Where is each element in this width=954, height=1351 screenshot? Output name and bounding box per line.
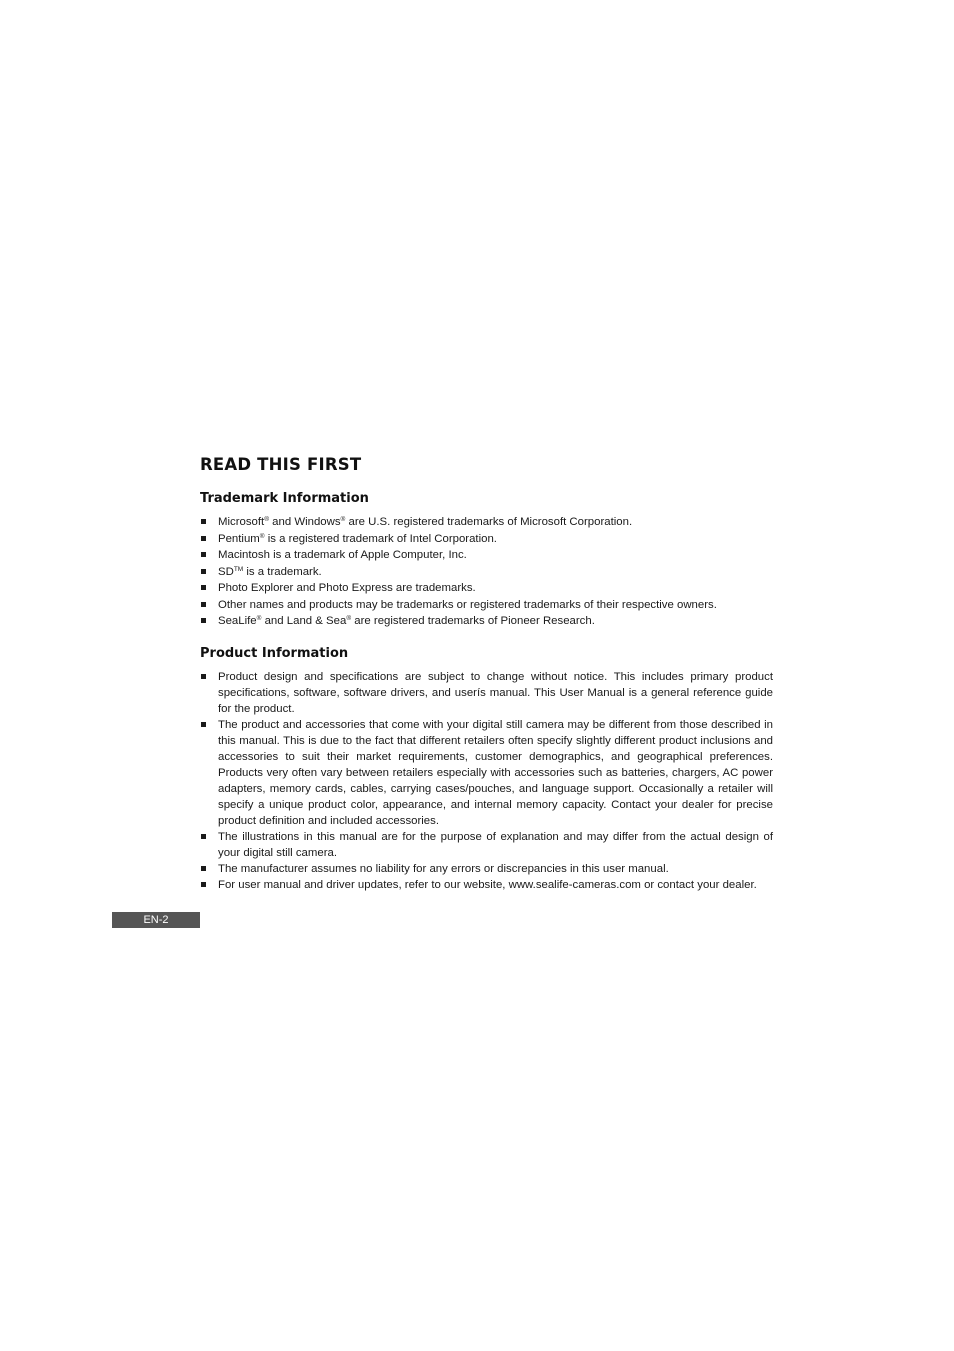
list-item: Pentium® is a registered trademark of Intel Corporation.: [200, 531, 773, 547]
list-item: SeaLife® and Land & Sea® are registered trademarks of Pioneer Research.: [200, 613, 773, 629]
bullet-icon: [201, 618, 206, 623]
list-item: The product and accessories that come with your digital still camera may be different from those described in this manual. This is due to the fact that different retailers often specify slightly different product inclusions and accessories to suit their market requirements, customer demographics, and geographical preferences. Products very often vary between retailers especially with accessories such as batteries, chargers, AC power adapters, memory cards, cables, carrying cases/pouches, and language support. Occasionally a retailer will specify a unique product color, appearance, and internal memory capacity. Contact your dealer for precise product definition and included accessories.: [200, 717, 773, 829]
bullet-icon: [201, 722, 206, 727]
content-block: [200, 455, 773, 893]
bullet-icon: [201, 602, 206, 607]
page-title: READ THIS FIRST: [200, 455, 362, 474]
bullet-icon: [201, 552, 206, 557]
trademark-list: [200, 514, 773, 629]
bullet-icon: [201, 536, 206, 541]
product-list: [200, 669, 773, 893]
bullet-icon: [201, 569, 206, 574]
bullet-icon: [201, 834, 206, 839]
list-item: The manufacturer assumes no liability for any errors or discrepancies in this user manual.: [200, 861, 773, 877]
trademark-heading: Trademark Information: [200, 491, 369, 506]
page-number: EN-2: [112, 912, 200, 928]
list-item: For user manual and driver updates, refer to our website, www.sealife-cameras.com or contact your dealer.: [200, 877, 773, 893]
list-item: Photo Explorer and Photo Express are trademarks.: [200, 580, 773, 596]
product-heading: Product Information: [200, 646, 349, 661]
list-item: Product design and specifications are subject to change without notice. This includes primary product specifications, software, software drivers, and userís manual. This User Manual is a general reference guide for the product.: [200, 669, 773, 717]
list-item: Microsoft® and Windows® are U.S. registered trademarks of Microsoft Corporation.: [200, 514, 773, 530]
list-item: Macintosh is a trademark of Apple Computer, Inc.: [200, 547, 773, 563]
bullet-icon: [201, 519, 206, 524]
list-item: SD™ is a trademark.: [200, 564, 773, 580]
list-item: Other names and products may be trademarks or registered trademarks of their respective owners.: [200, 597, 773, 613]
bullet-icon: [201, 674, 206, 679]
list-item: The illustrations in this manual are for the purpose of explanation and may differ from the actual design of your digital still camera.: [200, 829, 773, 861]
bullet-icon: [201, 866, 206, 871]
bullet-icon: [201, 585, 206, 590]
bullet-icon: [201, 882, 206, 887]
